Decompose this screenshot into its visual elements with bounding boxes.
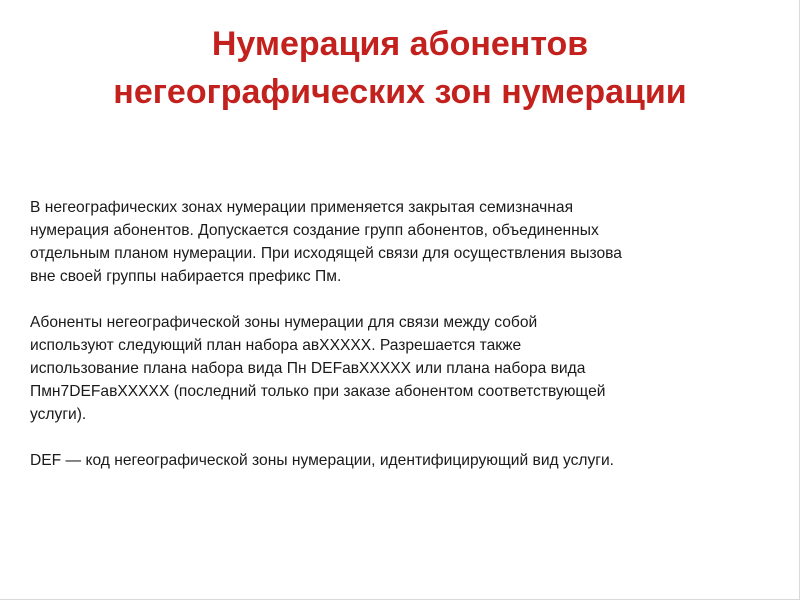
paragraph-numbering-intro (30, 196, 770, 288)
slide-title (0, 20, 800, 116)
paragraph-def-definition (30, 449, 770, 472)
paragraph-line: В негеографических зонах нумерации применяется закрытая семизначная (30, 199, 574, 216)
title-line-1: Нумерация абонентов (211, 25, 589, 63)
paragraph-line: вне своей группы набирается префикс Пм. (30, 268, 342, 285)
paragraph-line: нумерация абонентов. Допускается создание групп абонентов, объединенных (30, 222, 599, 239)
paragraph-dial-plan (30, 311, 770, 426)
title-line-2: негеографических зон нумерации (113, 73, 687, 111)
paragraph-line: используют следующий план набора авХХХХХ. Разрешается также (30, 337, 522, 354)
paragraph-line: Пмн7DEFавXXXXX (последний только при заказе абонентом соответствующей (30, 383, 606, 400)
slide-body (30, 196, 770, 495)
paragraph-line: Абоненты негеографической зоны нумерации для связи между собой (30, 314, 538, 331)
paragraph-line: отдельным планом нумерации. При исходящей связи для осуществления вызова (30, 245, 622, 262)
paragraph-line: DEF — код негеографической зоны нумерации, идентифицирующий вид услуги. (30, 452, 615, 469)
paragraph-line: использование плана набора вида Пн DEFавXXXXX или плана набора вида (30, 360, 586, 377)
paragraph-line: услуги). (30, 406, 87, 423)
